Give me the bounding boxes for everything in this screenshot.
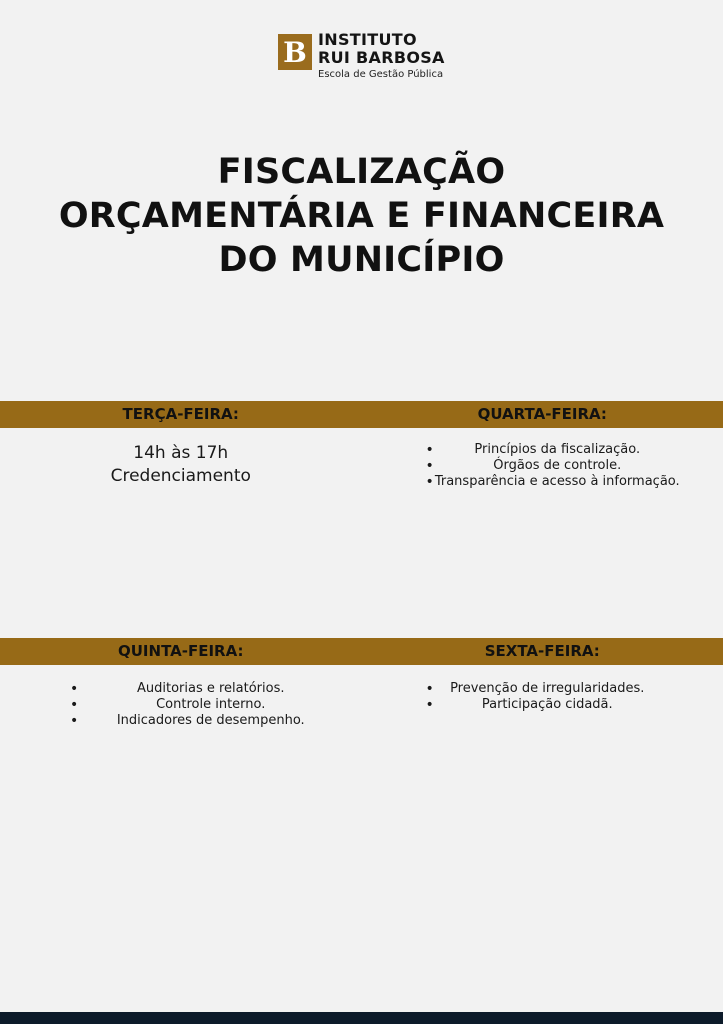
- logo-mark-icon: B: [278, 34, 312, 70]
- day-header-band-2: [0, 638, 723, 665]
- title-line-3: DO MUNICÍPIO: [218, 240, 505, 280]
- list-item: • Princípios da fiscalização.: [362, 442, 723, 458]
- day-label-friday: SEXTA-FEIRA:: [484, 642, 600, 660]
- tuesday-activity: Credenciamento: [110, 466, 251, 486]
- day-header-band-1: [0, 401, 723, 428]
- institute-logo: [278, 32, 445, 80]
- list-item: • Participação cidadã.: [362, 697, 723, 713]
- wednesday-list: [362, 442, 723, 490]
- tuesday-content: [0, 442, 362, 488]
- list-item: • Auditorias e relatórios.: [0, 681, 362, 697]
- day-label-tuesday: TERÇA-FEIRA:: [122, 405, 239, 423]
- thursday-list: [0, 681, 362, 729]
- list-item: • Prevenção de irregularidades.: [362, 681, 723, 697]
- wednesday-content: [362, 442, 723, 490]
- list-item: • Transparência e acesso à informação.: [362, 474, 723, 490]
- list-item: • Controle interno.: [0, 697, 362, 713]
- friday-content: [362, 681, 723, 713]
- thursday-content: [0, 681, 362, 729]
- title-line-2: ORÇAMENTÁRIA E FINANCEIRA: [58, 196, 665, 236]
- list-item: • Órgãos de controle.: [362, 458, 723, 474]
- day-label-wednesday: QUARTA-FEIRA:: [477, 405, 607, 423]
- logo-subtitle: Escola de Gestão Pública: [318, 69, 444, 80]
- page-title: [0, 150, 723, 282]
- friday-list: [362, 681, 723, 713]
- tuesday-time: 14h às 17h: [133, 443, 229, 463]
- day-label-thursday: QUINTA-FEIRA:: [118, 642, 244, 660]
- logo-line-1: INSTITUTO: [318, 30, 417, 49]
- title-line-1: FISCALIZAÇÃO: [217, 152, 506, 192]
- logo-text: [318, 32, 445, 80]
- logo-line-2: RUI BARBOSA: [318, 48, 445, 67]
- list-item: • Indicadores de desempenho.: [0, 713, 362, 729]
- footer-bar: [0, 1012, 723, 1024]
